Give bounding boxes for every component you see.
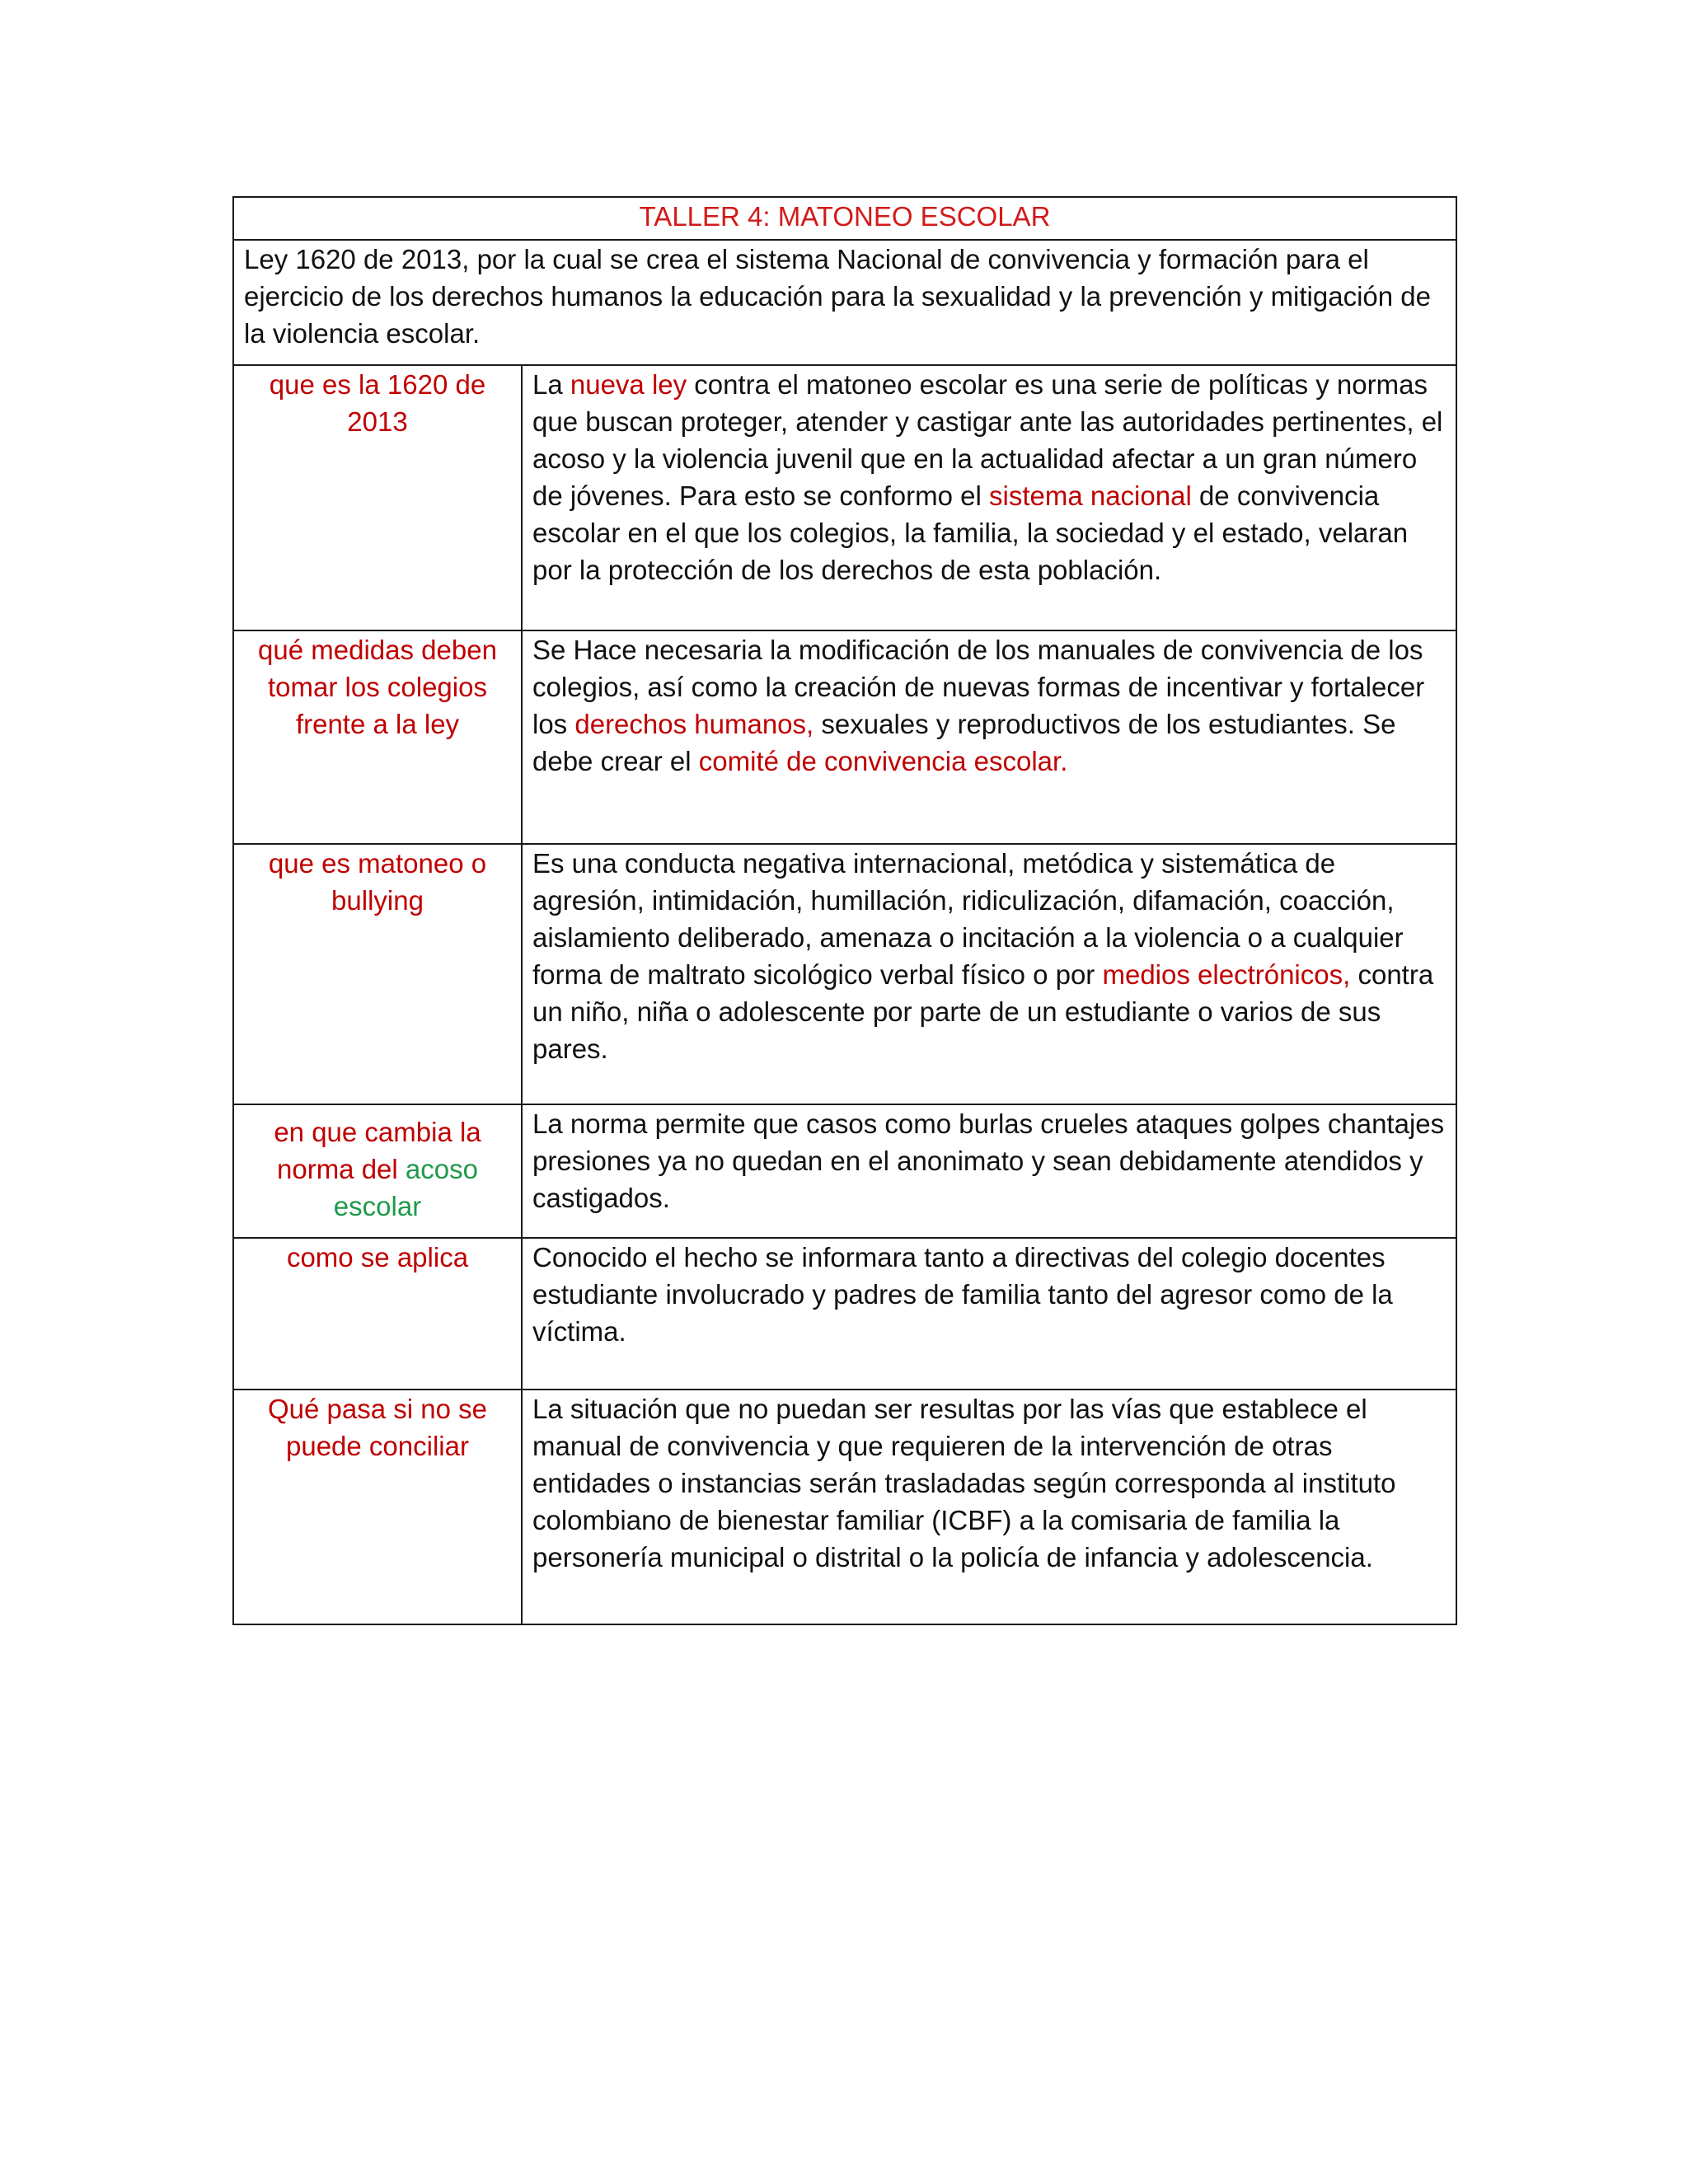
table-row (233, 365, 1456, 630)
answer-text: La (532, 369, 570, 400)
intro-text: Ley 1620 de 2013, por la cual se crea el sistema Nacional de convivencia y formación para el ejercicio de los derechos humanos la educación para la sexualidad y la prevención y mitigación de la violencia escolar. (233, 240, 1456, 365)
question-cell: como se aplica (233, 1238, 522, 1390)
answer-text: Es una conducta negativa internacional, metódica y sistemática de agresión, intimidación, humillación, ridiculización, difamación, coacción, aislamiento deliberado, amenaza o incitación a la violencia o a cualquier forma de maltrato sicológico verbal físico o por (532, 848, 1404, 990)
intro-row (233, 240, 1456, 365)
highlight-text: medios electrónicos, (1102, 959, 1351, 990)
highlight-text: sistema nacional (988, 480, 1192, 511)
title-row (233, 197, 1456, 240)
question-text: en que cambia la norma del (274, 1117, 481, 1184)
answer-text: contra un niño, niña o adolescente por parte de un estudiante o varios de sus pares. (532, 959, 1434, 1064)
highlight-text: comité de convivencia escolar. (698, 746, 1068, 776)
highlight-text: nueva ley (570, 369, 687, 400)
table-row (233, 1238, 1456, 1390)
answer-cell (522, 844, 1456, 1104)
question-cell (233, 1104, 522, 1238)
table-row (233, 1390, 1456, 1624)
workshop-table (232, 196, 1457, 1625)
table-row (233, 844, 1456, 1104)
answer-cell: La norma permite que casos como burlas crueles ataques golpes chantajes presiones ya no quedan en el anonimato y sean debidamente atendidos y castigados. (522, 1104, 1456, 1238)
answer-cell (522, 365, 1456, 630)
answer-cell: La situación que no puedan ser resultas por las vías que establece el manual de convivencia y que requieren de la intervención de otras entidades o instancias serán trasladadas según corresponda al instituto colombiano de bienestar familiar (ICBF) a la comisaria de familia la personería municipal o distrital o la policía de infancia y adolescencia. (522, 1390, 1456, 1624)
answer-text: de convivencia escolar en el que los colegios, la familia, la sociedad y el estado, velaran por la protección de los derechos de esta población. (532, 480, 1409, 585)
highlight-text: derechos humanos, (574, 709, 814, 739)
answer-cell (522, 630, 1456, 844)
answer-text: contra el matoneo escolar es una serie de políticas y normas que buscan proteger, atender y castigar ante las autoridades pertinentes, el acoso y la violencia juvenil que en la actualidad afectar a un gran número de jóvenes. Para esto se conformo el (532, 369, 1443, 511)
question-cell: que es matoneo o bullying (233, 844, 522, 1104)
question-cell: Qué pasa si no se puede conciliar (233, 1390, 522, 1624)
document-title: TALLER 4: MATONEO ESCOLAR (639, 201, 1051, 232)
table-row (233, 1104, 1456, 1238)
answer-cell: Conocido el hecho se informara tanto a directivas del colegio docentes estudiante involucrado y padres de familia tanto del agresor como de la víctima. (522, 1238, 1456, 1390)
question-cell: qué medidas deben tomar los colegios frente a la ley (233, 630, 522, 844)
table-row (233, 630, 1456, 844)
answer-text: Se Hace necesaria la modificación de los manuales de convivencia de los colegios, así como la creación de nuevas formas de incentivar y fortalecer los (532, 635, 1425, 739)
answer-text: sexuales y reproductivos de los estudiantes. Se debe crear el (532, 709, 1396, 776)
question-cell: que es la 1620 de 2013 (233, 365, 522, 630)
title-cell (233, 197, 1456, 240)
green-highlight-text: acoso escolar (333, 1154, 478, 1221)
